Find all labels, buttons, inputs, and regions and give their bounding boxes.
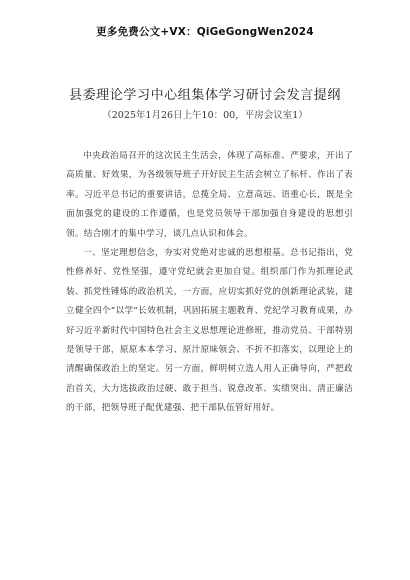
document-body: [66, 147, 353, 419]
document-subtitle: （2025年1月26日上午10：00，平房会议室1）: [102, 110, 308, 121]
watermark-header: 更多免费公文+VX：QiGeGongWen2024: [96, 26, 314, 38]
body-paragraph-1: 中央政治局召开的这次民主生活会，体现了高标准、严要求，开出了高质量、好效果，为各级领导班子开好民主生活会树立了标杆、作出了表率。习近平总书记的重要讲话，总揽全局、立意高远、语重心长，既是全面加强党的建设的工作遵循，也是党员领导干部加强自身建设的思想引领。结合刚才的集中学习，谈几点认识和体会。: [66, 151, 353, 239]
body-paragraph-2: 一、坚定理想信念，夯实对党绝对忠诚的思想根基。总书记指出，党性修养好、党性坚强，遵守党纪就会更加自觉。组织部门作为抓理论武装、抓党性锤炼的政治机关，一方面，应切实抓好党的创新理论武装，建立健全四个“以学”长效机制，巩固拓展主题教育、党纪学习教育成果，办好习近平新时代中国特色社会主义思想理论进修班，推动党员、干部特别是领导干部，原原本本学习、原汁原味领会、不折不扣落实，以理论上的清醒确保政治上的坚定。另一方面，鲜明树立选人用人正确导向，严把政治首关，大力选拔政治过硬、敢于担当、锐意改革、实绩突出、清正廉洁的干部，把领导班子配优建强、把干部队伍管好用好。: [66, 248, 353, 414]
document-title: 县委理论学习中心组集体学习研讨会发言提纲: [68, 88, 341, 103]
